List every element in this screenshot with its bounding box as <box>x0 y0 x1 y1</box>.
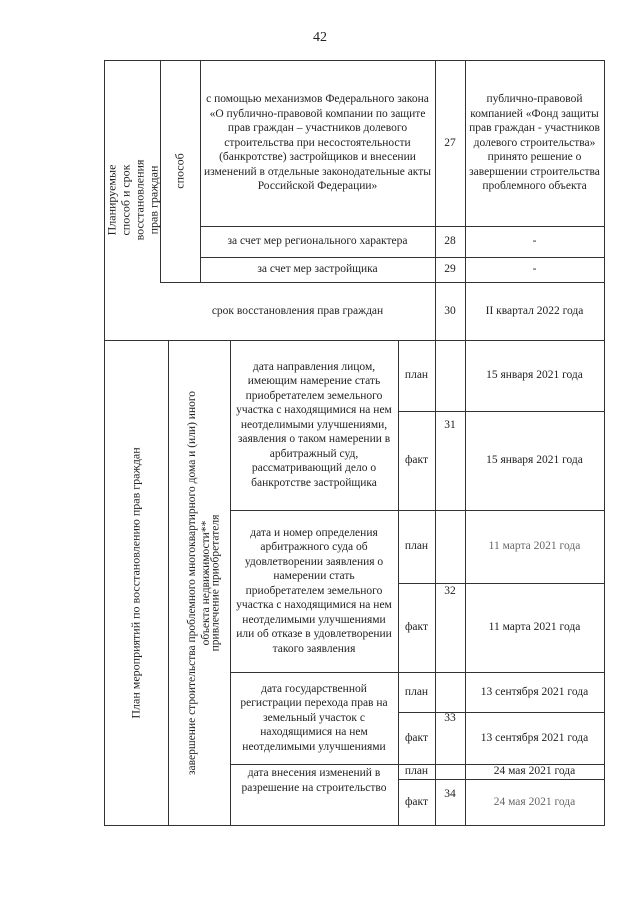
row31-fact-label: факт <box>404 454 429 467</box>
row32-fact-label: факт <box>404 621 429 634</box>
row27-value: публично-правовой компанией «Фонд защиты прав граждан - участников долевого строительства» принято решение о завершении строительства проблемного объекта <box>469 93 600 193</box>
row32-description: дата и номер определения арбитражного суда об удовлетворении заявления о намерении стать приобретателем земельного участка с находящимися на нем неотделимыми улучшениями или об отказе в удовлетворении такого заявления <box>236 526 392 655</box>
row30-value: II квартал 2022 года <box>485 304 584 317</box>
row28-number: 28 <box>444 235 456 248</box>
row31-plan-label: план <box>404 369 429 382</box>
row31-description: дата направления лицом, имеющим намерение стать приобретателем земельного участка с находящимися на нем неотделимыми улучшениями, заявления о таком намерении в арбитражный суд, рассматривающий дело о банкротстве застройщика <box>236 360 392 489</box>
row32-plan-value: 11 марта 2021 года <box>488 540 581 553</box>
sub-header-attract: привлечение приобретателя <box>209 514 221 651</box>
row29-description: за счет мер застройщика <box>257 263 378 276</box>
section-header-action-plan: План мероприятий по восстановлению прав граждан <box>129 446 143 719</box>
row28-value: - <box>532 235 537 248</box>
row33-fact-value: 13 сентября 2021 года <box>480 731 589 744</box>
row27-description: с помощью механизмов Федерального закона «О публично-правовой компании по защите прав граждан – участников долевого строительства при несостоятельности (банкротстве) застройщиков и внесении изменений в отдельные законодательные акты Российской Федерации» <box>204 93 431 193</box>
page-number: 42 <box>313 30 327 45</box>
sub-header-method: способ <box>172 153 187 189</box>
row30-number: 30 <box>444 304 456 317</box>
row33-description: дата государственной регистрации перехода прав на земельный участок с находящимися на нем неотделимыми улучшениями <box>240 682 388 753</box>
row32-plan-label: план <box>404 540 429 553</box>
row33-fact-label: факт <box>404 731 429 744</box>
row32-fact-value: 11 марта 2021 года <box>488 621 581 634</box>
row28-description: за счет мер регионального характера <box>227 235 408 248</box>
row33-plan-value: 13 сентября 2021 года <box>480 685 589 698</box>
row34-fact-label: факт <box>404 795 429 808</box>
row29-value: - <box>532 263 537 276</box>
row34-plan-label: план <box>404 765 429 778</box>
row27-number: 27 <box>444 136 456 149</box>
row34-number: 34 <box>444 788 456 801</box>
row31-plan-value: 15 января 2021 года <box>486 369 583 382</box>
section-header-method-deadline: Планируемые способ и срок восстановления прав граждан <box>104 159 161 241</box>
row34-plan-value: 24 мая 2021 года <box>493 765 576 778</box>
row31-number: 31 <box>444 418 456 431</box>
row33-plan-label: план <box>404 685 429 698</box>
row31-fact-value: 15 января 2021 года <box>486 454 583 467</box>
row34-fact-value: 24 мая 2021 года <box>493 795 576 808</box>
row32-number: 32 <box>444 584 456 597</box>
row30-description: срок восстановления прав граждан <box>211 304 384 317</box>
row34-description: дата внесения изменений в разрешение на строительство <box>241 767 387 794</box>
sub-header-completion: завершение строительства проблемного многоквартирного дома и (или) иного объекта недвижимости** <box>186 390 213 775</box>
row29-number: 29 <box>444 263 456 276</box>
row33-number: 33 <box>444 711 456 724</box>
